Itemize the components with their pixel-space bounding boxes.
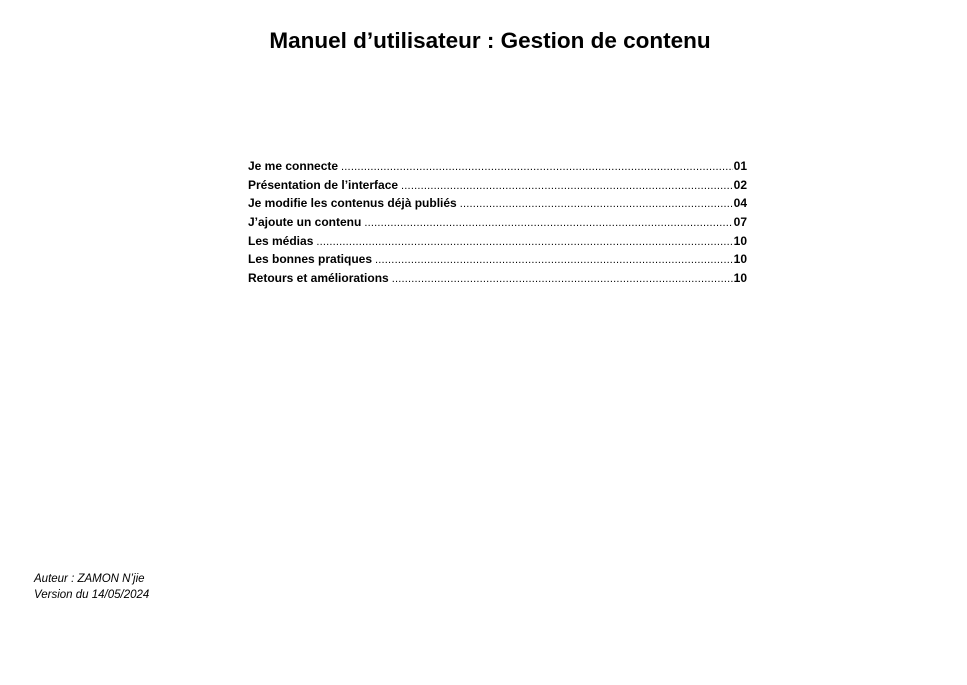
toc-entry-page: 01 xyxy=(733,159,747,173)
toc-entry[interactable] xyxy=(248,194,747,213)
toc-entry[interactable] xyxy=(248,213,747,232)
toc-dot-leader xyxy=(364,214,732,233)
toc-dot-leader xyxy=(401,177,733,196)
toc-entry[interactable] xyxy=(248,269,747,288)
table-of-contents xyxy=(248,157,747,288)
toc-entry-label: Les médias xyxy=(248,233,314,248)
toc-dot-leader xyxy=(460,195,733,214)
toc-entry-page: 04 xyxy=(733,196,747,211)
toc-entry-label: Les bonnes pratiques xyxy=(248,252,373,267)
toc-entry[interactable] xyxy=(248,250,747,269)
toc-entry-page: 10 xyxy=(733,252,747,267)
version-line: Version du 14/05/2024 xyxy=(34,589,150,601)
toc-entry-page: 10 xyxy=(733,271,747,286)
toc-entry-page: 02 xyxy=(733,177,747,192)
toc-entry-label: Je modifie les contenus déjà publiés xyxy=(248,196,457,211)
toc-dot-leader xyxy=(392,270,733,289)
toc-entry[interactable] xyxy=(248,157,747,176)
toc-entry[interactable] xyxy=(248,232,747,251)
toc-entry-label: Présentation de l’interface xyxy=(248,177,399,192)
toc-entry-label: Retours et améliorations xyxy=(248,271,389,286)
page-title: Manuel d’utilisateur : Gestion de contenu xyxy=(269,28,711,53)
document-meta xyxy=(34,571,149,603)
toc-dot-leader xyxy=(316,233,732,252)
toc-entry-label: J’ajoute un contenu xyxy=(248,215,362,230)
toc-entry[interactable] xyxy=(248,176,747,195)
toc-dot-leader xyxy=(375,251,733,270)
toc-entry-page: 10 xyxy=(733,233,747,248)
toc-entry-label: Je me connecte xyxy=(248,159,339,173)
author-line: Auteur : ZAMON N’jie xyxy=(34,573,145,585)
toc-dot-leader xyxy=(341,158,733,177)
toc-entry-page: 07 xyxy=(733,215,747,230)
